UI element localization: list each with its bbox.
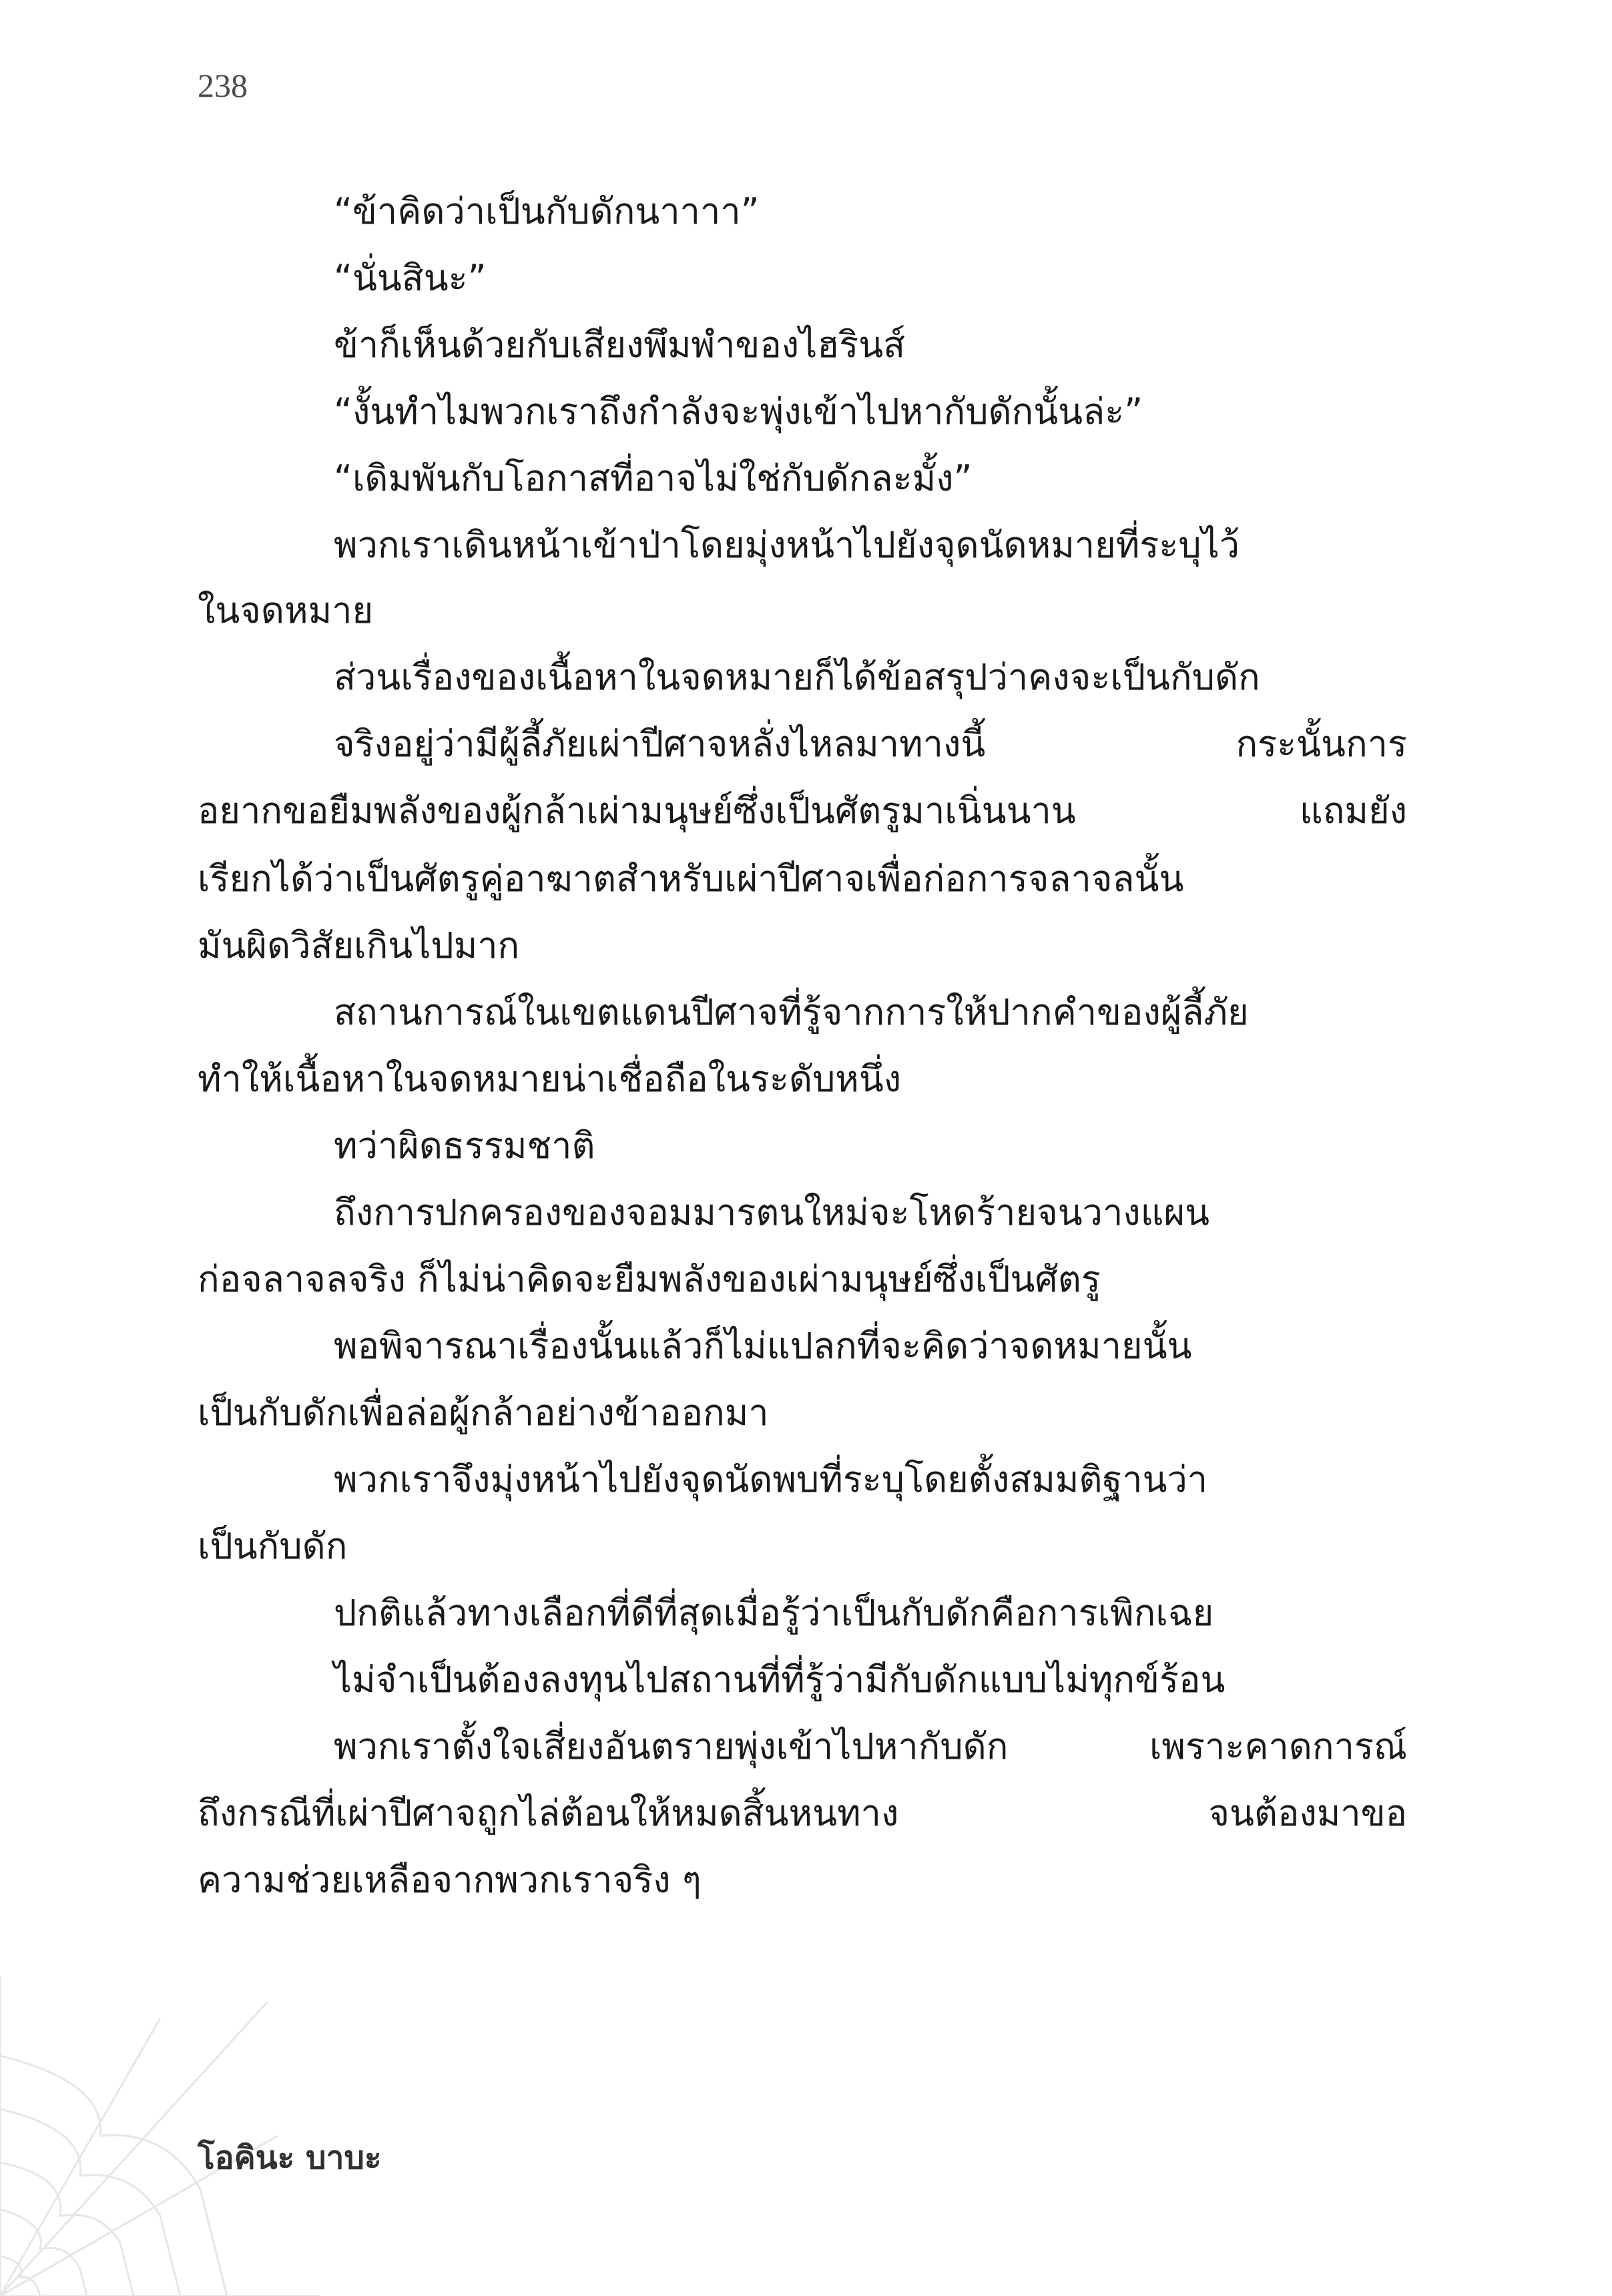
- body-line: มันผิดวิสัยเกินไปมาก: [198, 924, 520, 966]
- body-line: “นั่นสินะ”: [334, 257, 487, 299]
- body-line: อยากขอยืมพลังของผู้กล้าเผ่ามนุษย์ซึ่งเป็นศัตรูมาเนิ่นนาน แถมยัง: [198, 790, 1407, 832]
- body-line: ทว่าผิดธรรมชาติ: [334, 1125, 595, 1167]
- body-line: ไม่จำเป็นต้องลงทุนไปสถานที่ที่รู้ว่ามีกับดักแบบไม่ทุกข์ร้อน: [334, 1659, 1226, 1701]
- page-number: 238: [198, 67, 248, 104]
- footer-author: โอคินะ บาบะ: [198, 2139, 382, 2177]
- body-line: “เดิมพันกับโอกาสที่อาจไม่ใช่กับดักละมั้ง”: [334, 457, 973, 499]
- body-line: “ข้าคิดว่าเป็นกับดักนาาาา”: [334, 190, 760, 232]
- body-line: ทำให้เนื้อหาในจดหมายน่าเชื่อถือในระดับหนึ่ง: [198, 1058, 902, 1100]
- body-line: ความช่วยเหลือจากพวกเราจริง ๆ: [198, 1859, 702, 1901]
- body-line: พวกเราตั้งใจเสี่ยงอันตรายพุ่งเข้าไปหากับดัก เพราะคาดการณ์: [334, 1725, 1407, 1767]
- body-line: เป็นกับดักเพื่อล่อผู้กล้าอย่างข้าออกมา: [198, 1392, 769, 1434]
- body-line: เรียกได้ว่าเป็นศัตรูคู่อาฆาตสำหรับเผ่าปีศาจเพื่อก่อการจลาจลนั้น: [198, 858, 1184, 900]
- body-line: ถึงกรณีที่เผ่าปีศาจถูกไล่ต้อนให้หมดสิ้นหนทาง จนต้องมาขอ: [198, 1792, 1407, 1834]
- body-line: ส่วนเรื่องของเนื้อหาในจดหมายก็ได้ข้อสรุปว่าคงจะเป็นกับดัก: [334, 656, 1260, 698]
- body-line: ถึงการปกครองของจอมมารตนใหม่จะโหดร้ายจนวางแผน: [334, 1191, 1210, 1233]
- body-line: พอพิจารณาเรื่องนั้นแล้วก็ไม่แปลกที่จะคิดว่าจดหมายนั้น: [334, 1325, 1192, 1367]
- body-line: ปกติแล้วทางเลือกที่ดีที่สุดเมื่อรู้ว่าเป็นกับดักคือการเพิกเฉย: [334, 1592, 1214, 1634]
- body-line: เป็นกับดัก: [198, 1525, 348, 1567]
- body-line: “งั้นทำไมพวกเราถึงกำลังจะพุ่งเข้าไปหากับดักนั้นล่ะ”: [334, 390, 1143, 433]
- body-line: สถานการณ์ในเขตแดนปีศาจที่รู้จากการให้ปากคำของผู้ลี้ภัย: [334, 991, 1249, 1033]
- body-line: ข้าก็เห็นด้วยกับเสียงพึมพำของไฮรินส์: [334, 324, 906, 366]
- body-line: ก่อจลาจลจริง ก็ไม่น่าคิดจะยืมพลังของเผ่ามนุษย์ซึ่งเป็นศัตรู: [198, 1258, 1101, 1300]
- cobweb-icon: [0, 1976, 320, 2296]
- body-line: พวกเราจึงมุ่งหน้าไปยังจุดนัดพบที่ระบุโดยตั้งสมมติฐานว่า: [334, 1458, 1208, 1500]
- body-line: จริงอยู่ว่ามีผู้ลี้ภัยเผ่าปีศาจหลั่งไหลมาทางนี้ กระนั้นการ: [334, 723, 1407, 765]
- body-line: ในจดหมาย: [198, 589, 374, 631]
- body-line: พวกเราเดินหน้าเข้าป่าโดยมุ่งหน้าไปยังจุดนัดหมายที่ระบุไว้: [334, 524, 1240, 566]
